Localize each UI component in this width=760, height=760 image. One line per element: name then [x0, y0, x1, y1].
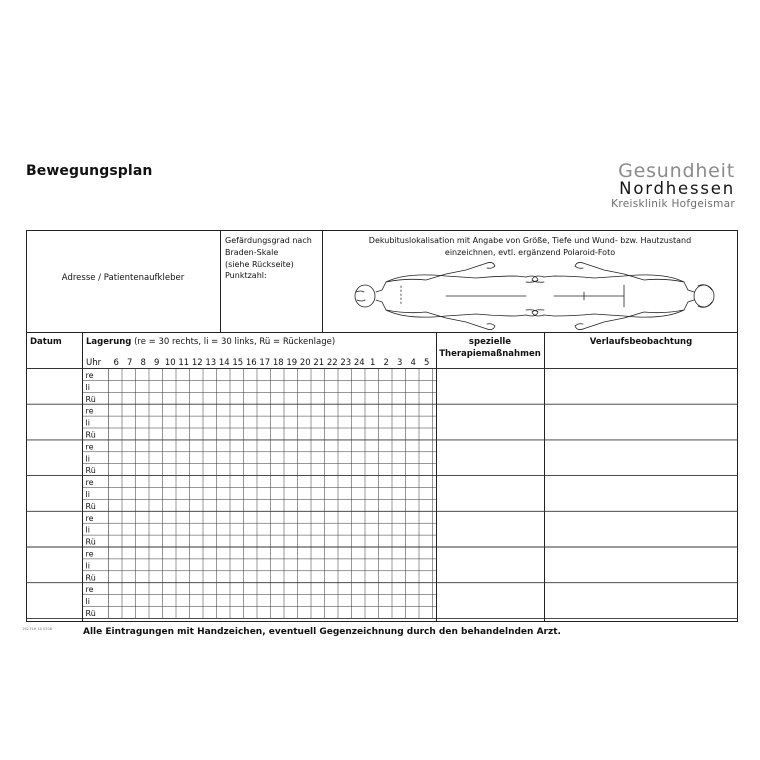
hour-label: 11 [178, 358, 190, 368]
hour-label: 14 [218, 358, 230, 368]
body-diagram [355, 262, 714, 329]
hour-label: 21 [313, 358, 325, 368]
hour-label: 3 [397, 358, 403, 368]
position-row-label: re [85, 549, 94, 559]
position-row-label: Rü [85, 394, 96, 404]
position-row-label: li [85, 382, 90, 392]
position-row-label: li [85, 597, 90, 607]
hour-label: 2 [383, 358, 389, 368]
hour-label: 1 [370, 358, 376, 368]
position-row-label: re [85, 585, 94, 595]
hour-label: 8 [140, 358, 146, 368]
brand-line-1: Gesundheit [618, 160, 735, 182]
hour-label: 7 [127, 358, 133, 368]
hour-label: 13 [205, 358, 217, 368]
footer-note: Alle Eintragungen mit Handzeichen, eventuell Gegenzeichnung durch den behandelnden Arzt. [83, 627, 561, 637]
hour-label: 17 [259, 358, 271, 368]
hour-label: 9 [154, 358, 160, 368]
hour-label: 5 [424, 358, 430, 368]
hour-label: 12 [191, 358, 203, 368]
row-labels [86, 371, 96, 618]
hour-label: 10 [164, 358, 176, 368]
position-row-label: Rü [85, 501, 96, 511]
hour-label: 15 [232, 358, 244, 368]
position-row-label: re [85, 513, 94, 523]
hour-label: 16 [245, 358, 257, 368]
hour-label: 23 [340, 358, 352, 368]
decubitus-line-2: einzeichnen, evtl. ergänzend Polaroid-Foto [444, 248, 616, 257]
decubitus-line-1: Dekubituslokalisation mit Angabe von Größe, Tiefe und Wund- bzw. Hautzustand [368, 236, 692, 245]
risk-text [225, 236, 312, 280]
position-row-label: li [85, 454, 90, 464]
position-row-label: Rü [85, 466, 96, 476]
body-back-figure [532, 262, 714, 329]
risk-line-4: Punktzahl: [225, 271, 267, 280]
col-therapie-line-1: spezielle [468, 337, 512, 347]
uhr-label: Uhr [86, 358, 102, 368]
col-verlauf: Verlaufsbeobachtung [589, 337, 693, 347]
position-row-label: re [85, 371, 94, 380]
position-row-label: Rü [85, 537, 96, 547]
col-lagerung: Lagerung (re = 30 rechts, li = 30 links, Rü = Rückenlage) [86, 337, 336, 347]
address-label: Adresse / Patientenaufkleber [61, 273, 185, 283]
brand-line-2: Nordhessen [619, 179, 735, 198]
hour-label: 24 [353, 358, 365, 368]
table-frame [26, 230, 738, 622]
hour-label: 22 [326, 358, 338, 368]
col-lagerung-desc: (re = 30 rechts, li = 30 links, Rü = Rückenlage) [131, 337, 336, 347]
position-row-label: re [85, 442, 94, 452]
hour-labels [114, 358, 430, 368]
position-row-label: Rü [85, 573, 96, 583]
risk-line-1: Gefärdungsgrad nach [225, 236, 312, 245]
body-front-figure [355, 262, 538, 329]
position-row-label: li [85, 525, 90, 535]
hour-label: 18 [272, 358, 284, 368]
lagerung-grid [26, 369, 738, 619]
movement-plan-form [26, 230, 738, 622]
position-row-label: Rü [85, 430, 96, 440]
position-row-label: re [85, 406, 94, 416]
position-row-label: li [85, 561, 90, 571]
hour-label: 6 [113, 358, 119, 368]
position-row-label: li [85, 490, 90, 499]
position-row-label: Rü [85, 609, 96, 618]
position-row-label: re [85, 478, 94, 488]
col-therapie-line-2: Therapiemaßnahmen [439, 349, 541, 359]
page-title: Bewegungsplan [26, 163, 153, 179]
brand-line-3: Kreisklinik Hofgeismar [611, 198, 735, 210]
hour-label: 4 [410, 358, 416, 368]
position-row-label: li [85, 418, 90, 428]
risk-line-3: (siehe Rückseite) [225, 260, 294, 269]
risk-line-2: Braden-Skale [225, 248, 279, 257]
form-code: 192 FLH 10 0708 [22, 627, 52, 631]
col-datum: Datum [30, 337, 62, 347]
hour-label: 19 [286, 358, 298, 368]
hour-label: 20 [299, 358, 311, 368]
